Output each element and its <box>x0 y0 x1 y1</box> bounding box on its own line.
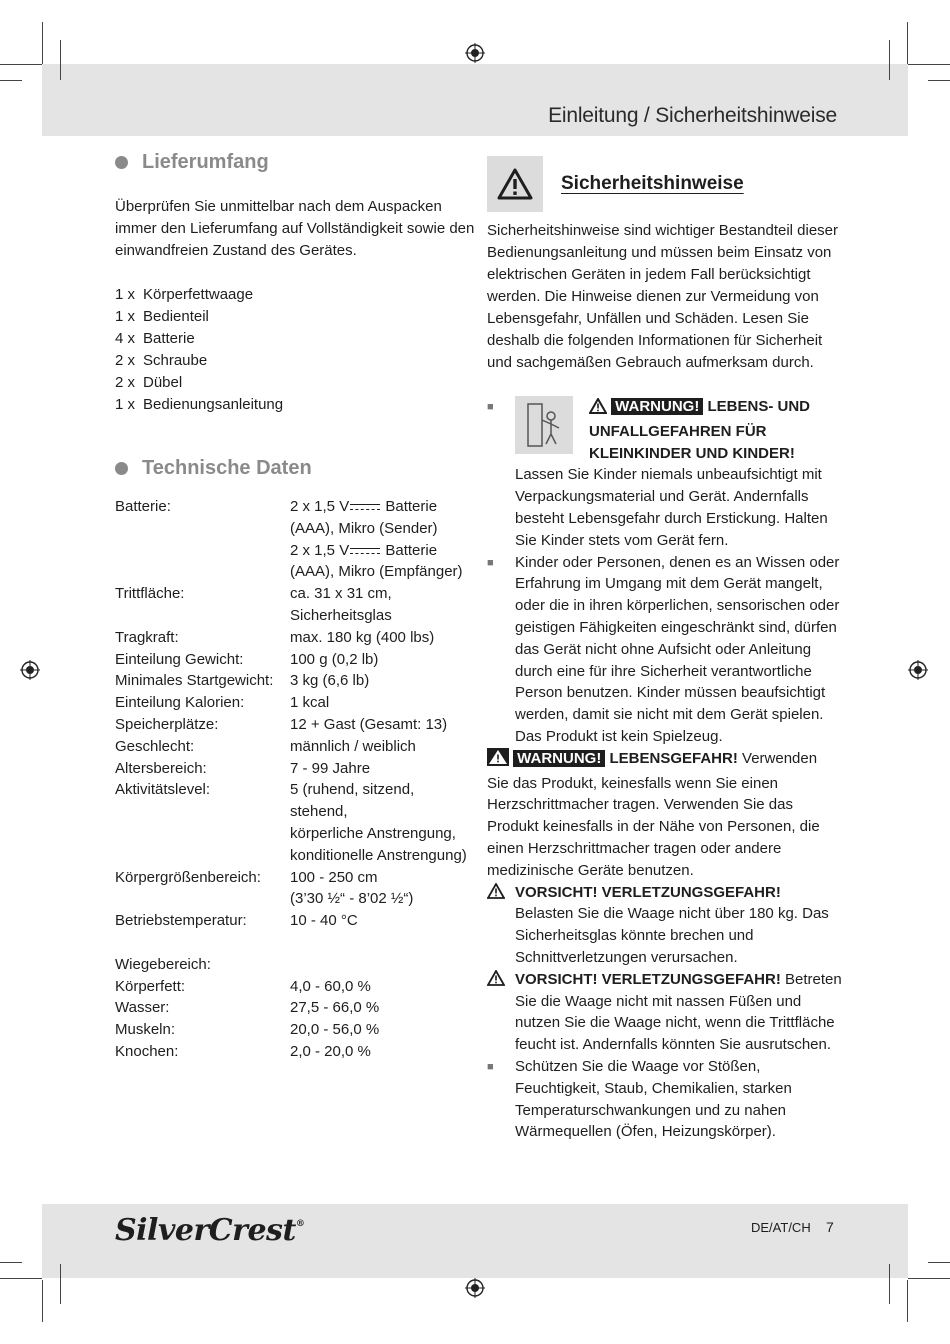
spec-value: 27,5 - 66,0 % <box>290 999 380 1017</box>
bullet-dot-icon <box>115 156 128 169</box>
delivery-list <box>115 284 475 416</box>
spec-value <box>290 583 475 627</box>
spec-label: Minimales Startgewicht: <box>115 672 274 690</box>
page-number: 7 <box>826 1219 834 1235</box>
spec-value <box>290 496 475 583</box>
spec-value-line: ca. 31 x 31 cm, <box>290 585 392 603</box>
pacemaker-warning <box>487 748 842 882</box>
spec-value <box>290 779 475 866</box>
spec-value-line: 100 - 250 cm <box>290 868 378 886</box>
kids-warning-title: LEBENS- UND UNFALLGEFAHREN FÜR KLEINKINDER UND KINDER! <box>589 398 811 462</box>
pacemaker-warning-text: Verwenden Sie das Produkt, keinesfalls wenn Sie einen Herzschrittmacher tragen. Verwenden Sie das Produkt keinesfalls in der Nähe von Personen, die einen Herzschrittmacher tragen oder andere medizinische Geräte benutzen. <box>487 749 820 879</box>
caution-wet-title: VORSICHT! VERLETZUNGSGEFAHR! <box>515 970 781 988</box>
spec-value-line: (3’30 ½“ - 8’02 ½“) <box>290 890 414 908</box>
spec-value: max. 180 kg (400 lbs) <box>290 628 435 646</box>
spec-value-line: konditionelle Anstrengung) <box>290 846 467 864</box>
brand-registered-mark: ® <box>295 1219 305 1229</box>
caution-weight-text: Belasten Sie die Waage nicht über 180 kg. Das Sicherheitsglas könnte brechen und Schnittverletzungen verursachen. <box>515 905 829 966</box>
list-item-name: Dübel <box>143 374 183 391</box>
list-item <box>115 328 475 350</box>
section-heading-technische-daten <box>115 454 475 482</box>
caution-wet-text: Betreten Sie die Waage nicht mit nassen Füßen und nutzen Sie die Waage nicht, wenn die Trittfläche feucht ist. Andernfalls könnten Sie ausrutschen. <box>515 970 842 1054</box>
dc-symbol-icon <box>350 502 380 512</box>
list-item <box>115 372 475 394</box>
spec-value: 1 kcal <box>290 694 330 712</box>
spec-row <box>115 758 475 780</box>
spec-label: Einteilung Kalorien: <box>115 694 245 712</box>
protect-notice-text: Schützen Sie die Waage vor Stößen, Feuchtigkeit, Staub, Chemikalien, starken Temperaturschwankungen und zu nahen Wärmequellen (Öfen, Heizungskörper). <box>515 1057 792 1141</box>
spec-value-line: (AAA), Mikro (Sender) <box>290 519 438 537</box>
spec-value: 2,0 - 20,0 % <box>290 1042 371 1060</box>
spec-value: 7 - 99 Jahre <box>290 759 371 777</box>
square-bullet-icon: ■ <box>487 1060 494 1073</box>
spec-row <box>115 1019 475 1041</box>
spec-value-line: 2 x 1,5 V <box>290 541 350 559</box>
spacer <box>115 932 475 954</box>
safety-heading <box>487 156 842 212</box>
spec-row <box>115 692 475 714</box>
spec-row <box>115 954 475 976</box>
technische-daten-heading: Technische Daten <box>142 456 312 479</box>
spec-label: Betriebstemperatur: <box>115 912 247 930</box>
child-warning-icon <box>515 396 573 454</box>
list-item <box>115 350 475 372</box>
bullet-dot-icon <box>115 462 128 475</box>
protect-notice <box>487 1056 842 1143</box>
warning-badge: WARNUNG! <box>611 398 703 415</box>
warning-triangle-icon <box>487 748 509 773</box>
kids-warning-text: Lassen Sie Kinder niemals unbeaufsichtigt mit Verpackungsmaterial und Gerät. Andernfalls besteht Lebensgefahr durch Erstickung. Halten Sie Kinder stets vom Gerät fern. <box>515 466 828 549</box>
kids-warning <box>487 396 842 552</box>
spec-label: Altersbereich: <box>115 759 207 777</box>
spec-row <box>115 976 475 998</box>
spec-label: Tragkraft: <box>115 628 179 646</box>
spec-table <box>115 496 475 1063</box>
spec-value: 100 g (0,2 lb) <box>290 650 379 668</box>
list-item-name: Batterie <box>143 330 195 347</box>
right-column <box>487 156 842 1143</box>
spec-label: Körpergrößenbereich: <box>115 868 261 886</box>
list-item-qty: 1 x <box>115 396 136 413</box>
lieferumfang-intro: Überprüfen Sie unmittelbar nach dem Auspacken immer den Lieferumfang auf Vollständigkeit sowie den einwandfreien Zustand des Gerätes. <box>115 198 475 259</box>
spec-row <box>115 736 475 758</box>
brand-name: SilverCrest <box>115 1213 296 1248</box>
warning-triangle-icon <box>487 156 543 212</box>
spec-label: Wasser: <box>115 999 170 1017</box>
square-bullet-icon: ■ <box>487 556 494 569</box>
section-heading-lieferumfang <box>115 148 475 176</box>
spec-label: Knochen: <box>115 1042 179 1060</box>
list-item <box>115 284 475 306</box>
list-item <box>115 394 475 416</box>
warning-badge: WARNUNG! <box>513 750 605 767</box>
dc-symbol-icon <box>350 546 380 556</box>
spec-row <box>115 910 475 932</box>
spec-value: 3 kg (6,6 lb) <box>290 672 370 690</box>
spec-value: männlich / weiblich <box>290 737 416 755</box>
registration-mark-bottom <box>465 1278 485 1298</box>
persons-notice <box>487 552 842 748</box>
spec-value-line: Batterie <box>385 541 438 559</box>
spec-row <box>115 997 475 1019</box>
registration-mark-right <box>908 660 928 680</box>
warning-triangle-icon <box>487 882 515 969</box>
lieferumfang-heading: Lieferumfang <box>142 150 269 173</box>
spec-row <box>115 583 475 627</box>
spec-row <box>115 867 475 911</box>
spec-value-line: (AAA), Mikro (Empfänger) <box>290 563 463 581</box>
spec-value-line: Sicherheitsglas <box>290 606 392 624</box>
spec-row <box>115 1041 475 1063</box>
spec-label: Trittfläche: <box>115 585 185 603</box>
spec-value: 4,0 - 60,0 % <box>290 977 371 995</box>
list-item-qty: 1 x <box>115 286 136 303</box>
spec-row <box>115 627 475 649</box>
spec-value: 20,0 - 56,0 % <box>290 1021 380 1039</box>
spec-label: Körperfett: <box>115 977 186 995</box>
spec-row <box>115 496 475 583</box>
list-item-name: Körperfettwaage <box>143 286 254 303</box>
spec-value: 10 - 40 °C <box>290 912 358 930</box>
brand-logo <box>115 1213 304 1248</box>
list-item-name: Bedienungsanleitung <box>143 396 284 413</box>
list-item-qty: 2 x <box>115 374 136 391</box>
spec-row <box>115 779 475 866</box>
spec-value: 12 + Gast (Gesamt: 13) <box>290 715 448 733</box>
spec-label: Batterie: <box>115 498 171 515</box>
spec-row <box>115 714 475 736</box>
caution-weight <box>487 882 842 969</box>
spec-label: Speicherplätze: <box>115 715 219 733</box>
spec-value <box>290 867 475 911</box>
pacemaker-warning-title: LEBENSGEFAHR! <box>609 749 738 767</box>
spec-label: Muskeln: <box>115 1021 176 1039</box>
spec-label: Wiegebereich: <box>115 955 211 973</box>
list-item-name: Bedienteil <box>143 308 209 325</box>
spec-value-line: 5 (ruhend, sitzend, stehend, <box>290 781 415 821</box>
left-column <box>115 148 475 1063</box>
spec-label: Geschlecht: <box>115 737 195 755</box>
footer-locale: DE/AT/CH <box>751 1220 811 1235</box>
spec-value-line: Batterie <box>385 498 438 515</box>
list-item <box>115 306 475 328</box>
caution-wet <box>487 969 842 1056</box>
registration-mark-top <box>465 43 485 63</box>
caution-weight-title: VORSICHT! VERLETZUNGSGEFAHR! <box>515 883 781 901</box>
warning-triangle-icon <box>487 969 515 1056</box>
warning-triangle-icon <box>589 398 607 421</box>
list-item-qty: 4 x <box>115 330 136 347</box>
spec-value-line: 2 x 1,5 V <box>290 498 350 515</box>
safety-intro: Sicherheitshinweise sind wichtiger Bestandteil dieser Bedienungsanleitung und müssen beim Einsatz von elektrischen Geräten in jedem Fall berücksichtigt werden. Die Hinweise dienen zur Vermeidung von Lebensgefahr, Unfällen und Schäden. Lesen Sie deshalb die folgenden Informationen für Sicherheit und sachgemäßen Gebrauch aufmerksam durch. <box>487 222 839 371</box>
list-item-qty: 2 x <box>115 352 136 369</box>
spec-label: Einteilung Gewicht: <box>115 650 244 668</box>
page-header-title: Einleitung / Sicherheitshinweise <box>548 104 837 127</box>
list-item-name: Schraube <box>143 352 208 369</box>
spec-label: Aktivitätslevel: <box>115 781 211 799</box>
square-bullet-icon: ■ <box>487 401 494 413</box>
list-item-qty: 1 x <box>115 308 136 325</box>
spec-row <box>115 649 475 671</box>
persons-notice-text: Kinder oder Personen, denen es an Wissen oder Erfahrung im Umgang mit dem Gerät mangelt, oder die in ihren körperlichen, sensorischen oder geistigen Fähigkeiten eingeschränkt sind, dürfen das Gerät nicht ohne Aufsicht oder Anleitung durch eine für ihre Sicherheit verantwortliche Person benutzen. Kinder müssen beaufsichtigt werden, damit sie nicht mit dem Gerät spielen. Das Produkt ist kein Spielzeug. <box>515 553 840 745</box>
spec-value-line: körperliche Anstrengung, <box>290 824 456 842</box>
spec-row <box>115 670 475 692</box>
safety-title: Sicherheitshinweise <box>561 173 744 194</box>
registration-mark-left <box>20 660 40 680</box>
